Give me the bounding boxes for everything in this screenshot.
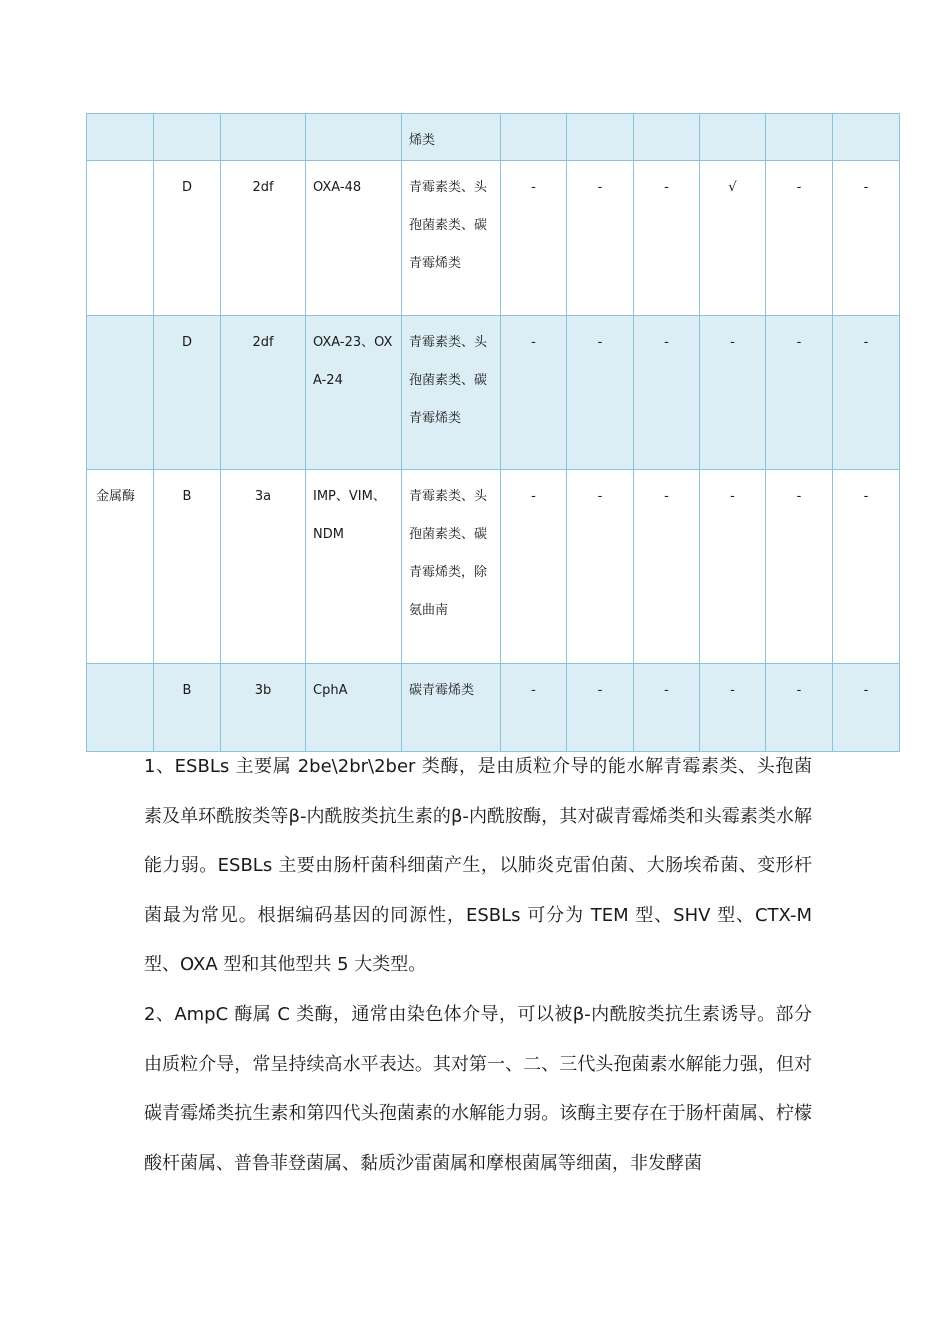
mark-cell: -: [634, 316, 700, 470]
mark-cell: √: [700, 161, 766, 316]
functional-group-cell: 3b: [221, 664, 306, 752]
mark-cell: [766, 114, 833, 161]
mark-cell: -: [833, 470, 900, 664]
mark-cell: -: [501, 470, 567, 664]
substrate-cell: 青霉素类、头孢菌素类、碳青霉烯类: [402, 161, 501, 316]
enzyme-table: [86, 113, 900, 752]
mark-cell: -: [766, 316, 833, 470]
enzyme-example-cell: [306, 114, 402, 161]
mark-cell: -: [634, 161, 700, 316]
enzyme-example-cell: IMP、VIM、NDM: [306, 470, 402, 664]
substrate-cell: 青霉素类、头孢菌素类、碳青霉烯类，除氨曲南: [402, 470, 501, 664]
mark-cell: -: [634, 664, 700, 752]
ambler-class-cell: B: [154, 470, 221, 664]
enzyme-class-cell: [87, 114, 154, 161]
table-row: [87, 114, 900, 161]
enzyme-example-cell: OXA-48: [306, 161, 402, 316]
paragraph-ampc: 2、AmpC 酶属 C 类酶，通常由染色体介导，可以被β-内酰胺类抗生素诱导。部分由质粒介导，常呈持续高水平表达。其对第一、二、三代头孢菌素水解能力强，但对碳青霉烯类抗生素和第四代头孢菌素的水解能力弱。该酶主要存在于肠杆菌属、柠檬酸杆菌属、普鲁菲登菌属、黏质沙雷菌属和摩根菌属等细菌，非发酵菌: [144, 1004, 812, 1174]
table-row: [87, 161, 900, 316]
mark-cell: -: [501, 664, 567, 752]
ambler-class-cell: B: [154, 664, 221, 752]
substrate-cell: 碳青霉烯类: [402, 664, 501, 752]
functional-group-cell: 2df: [221, 316, 306, 470]
table-row: [87, 470, 900, 664]
mark-cell: [833, 114, 900, 161]
table-row: [87, 316, 900, 470]
enzyme-class-cell: [87, 316, 154, 470]
enzyme-class-cell: [87, 161, 154, 316]
mark-cell: -: [700, 470, 766, 664]
functional-group-cell: [221, 114, 306, 161]
mark-cell: -: [833, 161, 900, 316]
mark-cell: -: [833, 664, 900, 752]
mark-cell: -: [567, 470, 634, 664]
table-row: [87, 664, 900, 752]
enzyme-class-cell: 金属酶: [87, 470, 154, 664]
substrate-cell: 烯类: [402, 114, 501, 161]
functional-group-cell: 3a: [221, 470, 306, 664]
ambler-class-cell: D: [154, 161, 221, 316]
mark-cell: [700, 114, 766, 161]
enzyme-class-cell: [87, 664, 154, 752]
mark-cell: -: [634, 470, 700, 664]
mark-cell: -: [766, 470, 833, 664]
ambler-class-cell: D: [154, 316, 221, 470]
substrate-cell: 青霉素类、头孢菌素类、碳青霉烯类: [402, 316, 501, 470]
mark-cell: -: [700, 664, 766, 752]
mark-cell: -: [766, 664, 833, 752]
mark-cell: -: [567, 161, 634, 316]
mark-cell: -: [567, 316, 634, 470]
mark-cell: -: [766, 161, 833, 316]
mark-cell: -: [501, 161, 567, 316]
functional-group-cell: 2df: [221, 161, 306, 316]
ambler-class-cell: [154, 114, 221, 161]
enzyme-example-cell: CphA: [306, 664, 402, 752]
mark-cell: -: [833, 316, 900, 470]
mark-cell: [501, 114, 567, 161]
paragraph-esbls: 1、ESBLs 主要属 2be\2br\2ber 类酶，是由质粒介导的能水解青霉素类、头孢菌素及单环酰胺类等β-内酰胺类抗生素的β-内酰胺酶，其对碳青霉烯类和头霉素类水解能力弱。ESBLs 主要由肠杆菌科细菌产生，以肺炎克雷伯菌、大肠埃希菌、变形杆菌最为常见。根据编码基因的同源性，ESBLs 可分为 TEM 型、SHV 型、CTX-M 型、OXA 型和其他型共 5 大类型。: [144, 756, 812, 975]
enzyme-example-cell: OXA-23、OXA-24: [306, 316, 402, 470]
mark-cell: [567, 114, 634, 161]
mark-cell: -: [567, 664, 634, 752]
mark-cell: [634, 114, 700, 161]
mark-cell: -: [700, 316, 766, 470]
mark-cell: -: [501, 316, 567, 470]
